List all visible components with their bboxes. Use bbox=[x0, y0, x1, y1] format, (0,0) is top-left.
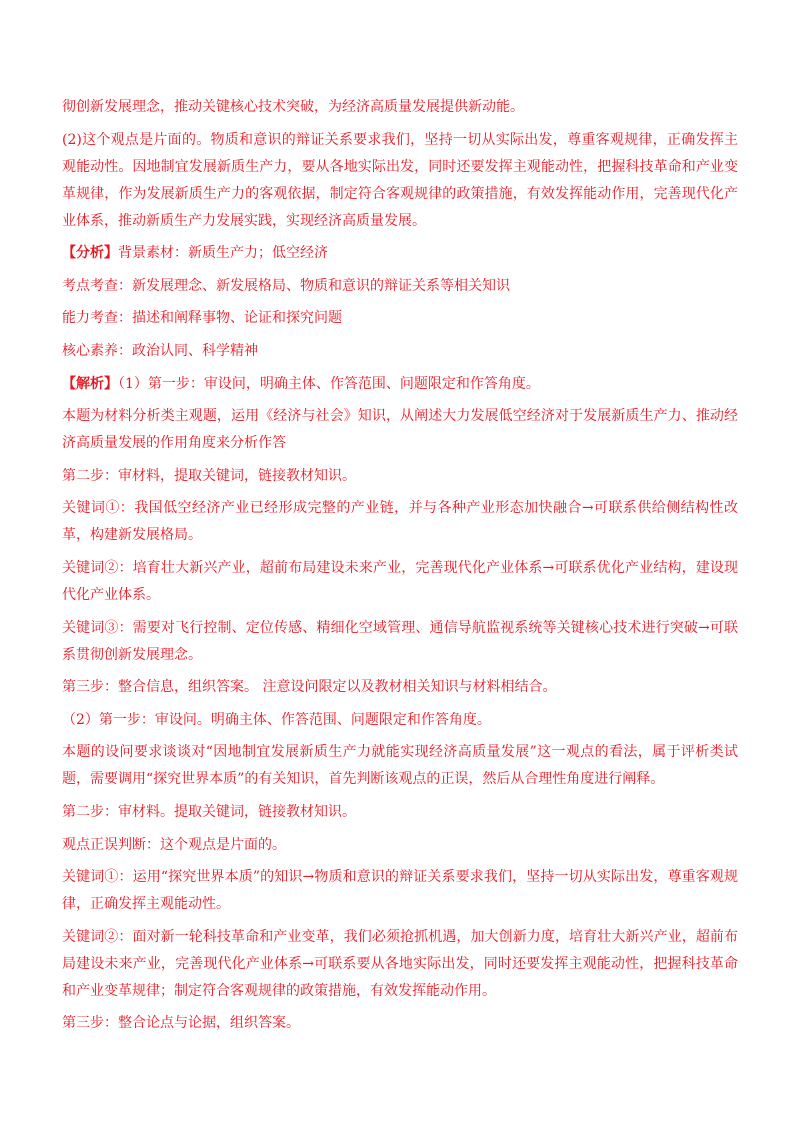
text-segment: (2)这个观点是片面的。物质和意识的辩证关系要求我们，坚持一切从实际出发，尊重客观规律，正确发挥主观能动性。因地制宜发展新质生产力，要从各地实际出发，同时还要发挥主观能动性，把握科技革命和产业变革规律，作为发展新质生产力的客观依据，制定符合客观规律的政策措施，有效发挥能动作用，完善现代化产业体系，推动新质生产力发展实践，实现经济高质量发展。 bbox=[62, 131, 738, 229]
text-segment: 关键词③：需要对飞行控制、定位传感、精细化空域管理、通信导航监视系统等关键核心技术进行突破→可联系贯彻创新发展理念。 bbox=[62, 619, 738, 663]
part-2-step-three-line bbox=[62, 1010, 738, 1037]
text-segment: 第三步：整合论点与论据，组织答案。 bbox=[62, 1015, 300, 1032]
part-2-step-one-line bbox=[62, 707, 738, 734]
part-2-step-two-line bbox=[62, 799, 738, 826]
part-2-keyword-2-paragraph bbox=[62, 924, 738, 1005]
text-segment: 考点考查：新发展理念、新发展格局、物质和意识的辩证关系等相关知识 bbox=[62, 277, 510, 294]
text-segment: 核心素养：政治认同、科学精神 bbox=[62, 342, 258, 359]
text-segment: 背景素材：新质生产力；低空经济 bbox=[118, 245, 328, 262]
text-segment: 第三步：整合信息，组织答案。 注意设问限定以及教材相关知识与材料相结合。 bbox=[62, 679, 557, 696]
answer-paragraph-2 bbox=[62, 127, 738, 235]
explanation-heading bbox=[62, 371, 738, 398]
text-segment: 关键词①：运用“探究世界本质”的知识→物质和意识的辩证关系要求我们，坚持一切从实际出发，尊重客观规律，正确发挥主观能动性。 bbox=[62, 869, 738, 913]
explanation-label: 【解析】 bbox=[62, 375, 118, 392]
part-2-question-paragraph bbox=[62, 739, 738, 793]
text-segment: 第二步：审材料，提取关键词，链接教材知识。 bbox=[62, 467, 356, 484]
text-segment: （2）第一步：审设问。明确主体、作答范围、问题限定和作答角度。 bbox=[62, 711, 491, 728]
text-segment: 本题为材料分析类主观题，运用《经济与社会》知识，从阐述大力发展低空经济对于发展新质生产力、推动经济高质量发展的作用角度来分析作答 bbox=[62, 408, 738, 452]
judgment-line bbox=[62, 832, 738, 859]
text-segment: 关键词②：面对新一轮科技革命和产业变革，我们必须抢抓机遇，加大创新力度，培育壮大新兴产业，超前布局建设未来产业，完善现代化产业体系→可联系要从各地实际出发，同时还要发挥主观能动性，把握科技革命和产业变革规律；制定符合客观规律的政策措施，有效发挥能动作用。 bbox=[62, 928, 738, 999]
text-segment: 关键词②：培育壮大新兴产业，超前布局建设未来产业，完善现代化产业体系→可联系优化产业结构，建设现代化产业体系。 bbox=[62, 559, 738, 603]
answer-paragraph-continued bbox=[62, 94, 738, 121]
keyword-3-paragraph bbox=[62, 615, 738, 669]
text-segment: 观点正误判断：这个观点是片面的。 bbox=[62, 836, 286, 853]
core-literacy-line bbox=[62, 338, 738, 365]
ability-line bbox=[62, 305, 738, 332]
question-type-paragraph bbox=[62, 403, 738, 457]
document-page bbox=[62, 94, 738, 1043]
text-segment: （1）第一步：审设问，明确主体、作答范围、问题限定和作答角度。 bbox=[118, 375, 540, 392]
text-segment: 彻创新发展理念，推动关键核心技术突破，为经济高质量发展提供新动能。 bbox=[62, 99, 524, 115]
analysis-label: 【分析】 bbox=[62, 245, 118, 262]
text-segment: 第二步：审材料。提取关键词，链接教材知识。 bbox=[62, 803, 356, 820]
text-segment: 能力考查：描述和阐释事物、论证和探究问题 bbox=[62, 310, 342, 327]
text-segment: 关键词①：我国低空经济产业已经形成完整的产业链，并与各种产业形态加快融合→可联系供给侧结构性改革，构建新发展格局。 bbox=[62, 500, 738, 544]
text-segment: 本题的设问要求谈谈对“因地制宜发展新质生产力就能实现经济高质量发展”这一观点的看法，属于评析类试题，需要调用“探究世界本质”的有关知识，首先判断该观点的正误，然后从合理性角度进行阐释。 bbox=[62, 744, 738, 788]
step-three-line bbox=[62, 674, 738, 701]
analysis-heading bbox=[62, 240, 738, 267]
keyword-1-paragraph bbox=[62, 495, 738, 549]
part-2-keyword-1-paragraph bbox=[62, 864, 738, 918]
keyword-2-paragraph bbox=[62, 555, 738, 609]
exam-point-line bbox=[62, 273, 738, 300]
step-two-line bbox=[62, 463, 738, 490]
